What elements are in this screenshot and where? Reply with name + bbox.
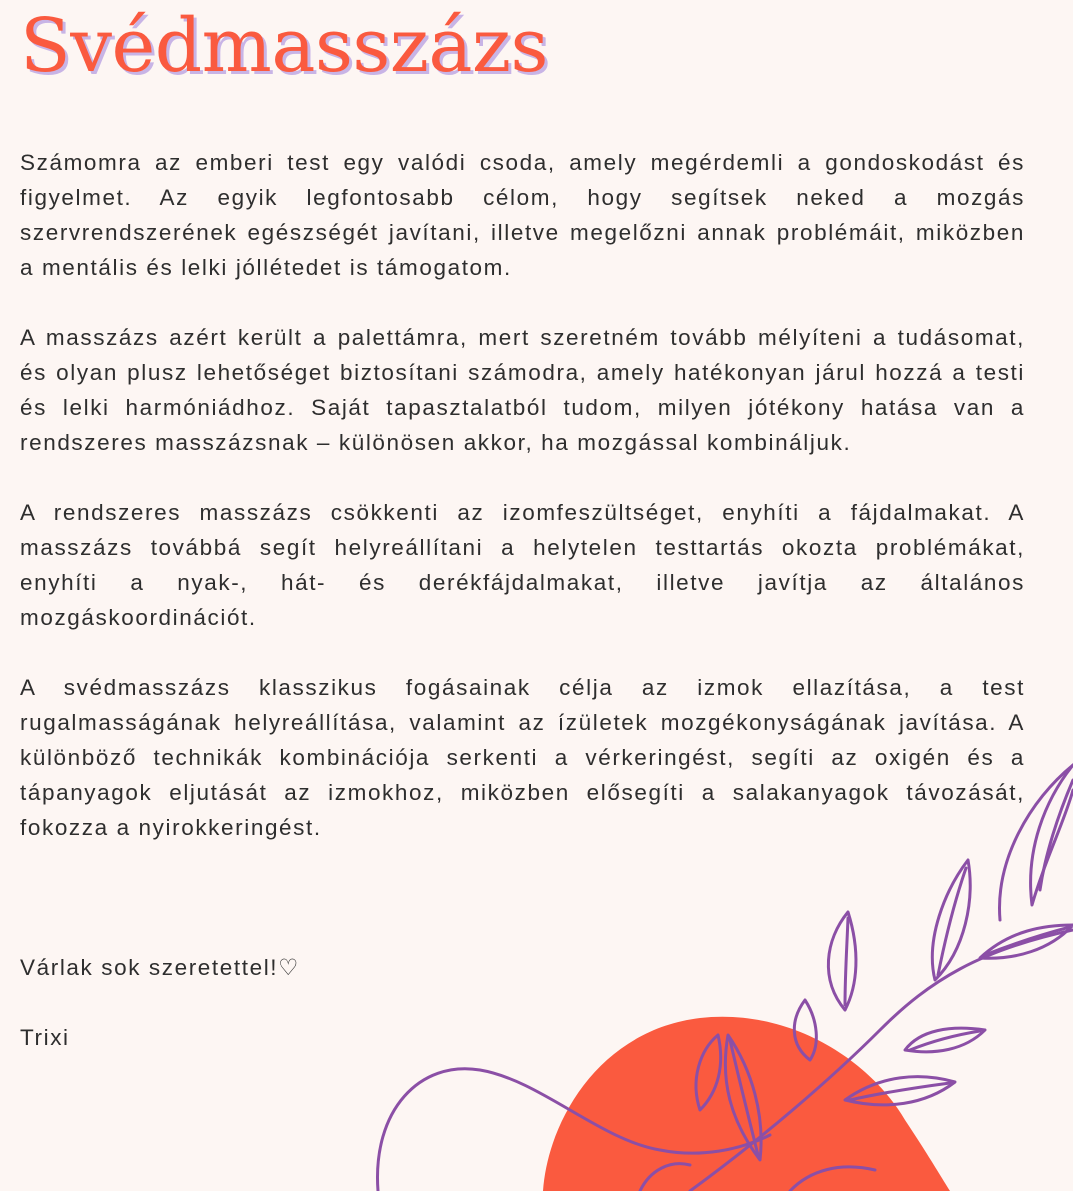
page-title: Svédmasszázs (20, 3, 548, 89)
signature: Trixi (20, 1025, 70, 1050)
massage-motivation-paragraph: A masszázs azért került a palettámra, mert szeretném tovább mélyíteni a tudásomat, és olyan plusz lehetőséget biztosítani számodra, amely hatékonyan járul hozzá a testi és lelki harmóniádhoz. Saját tapasztalatból tudom, milyen jótékony hatása van a rendszeres masszázsnak – különösen akkor, ha mozgással kombináljuk. (20, 325, 1025, 455)
swedish-massage-paragraph: A svédmasszázs klasszikus fogásainak célja az izmok ellazítása, a test rugalmasságának helyreállítása, valamint az ízületek mozgékonyságának javítása. A különböző technikák kombinációja serkenti a vérkeringést, segíti az oxigén és a tápanyagok eljutását az izmokhoz, miközben elősegíti a salakanyagok távozását, fokozza a nyirokkeringést. (20, 675, 1025, 840)
massage-benefits-paragraph: A rendszeres masszázs csökkenti az izomfeszültséget, enyhíti a fájdalmakat. A masszázs továbbá segít helyreállítani a helytelen testtartás okozta problémákat, enyhíti a nyak-, hát- és derékfájdalmakat, illetve javítja az általános mozgáskoordinációt. (20, 500, 1025, 630)
closing-line: Várlak sok szeretettel!♡ (20, 955, 300, 980)
content-area (20, 0, 1025, 1055)
intro-paragraph: Számomra az emberi test egy valódi csoda, amely megérdemli a gondoskodást és figyelmet. Az egyik legfontosabb célom, hogy segítsek neked a mozgás szervrendszerének egészségét javítani, illetve megelőzni annak problémáit, miközben a mentális és lelki jóllétedet is támogatom. (20, 150, 1025, 280)
